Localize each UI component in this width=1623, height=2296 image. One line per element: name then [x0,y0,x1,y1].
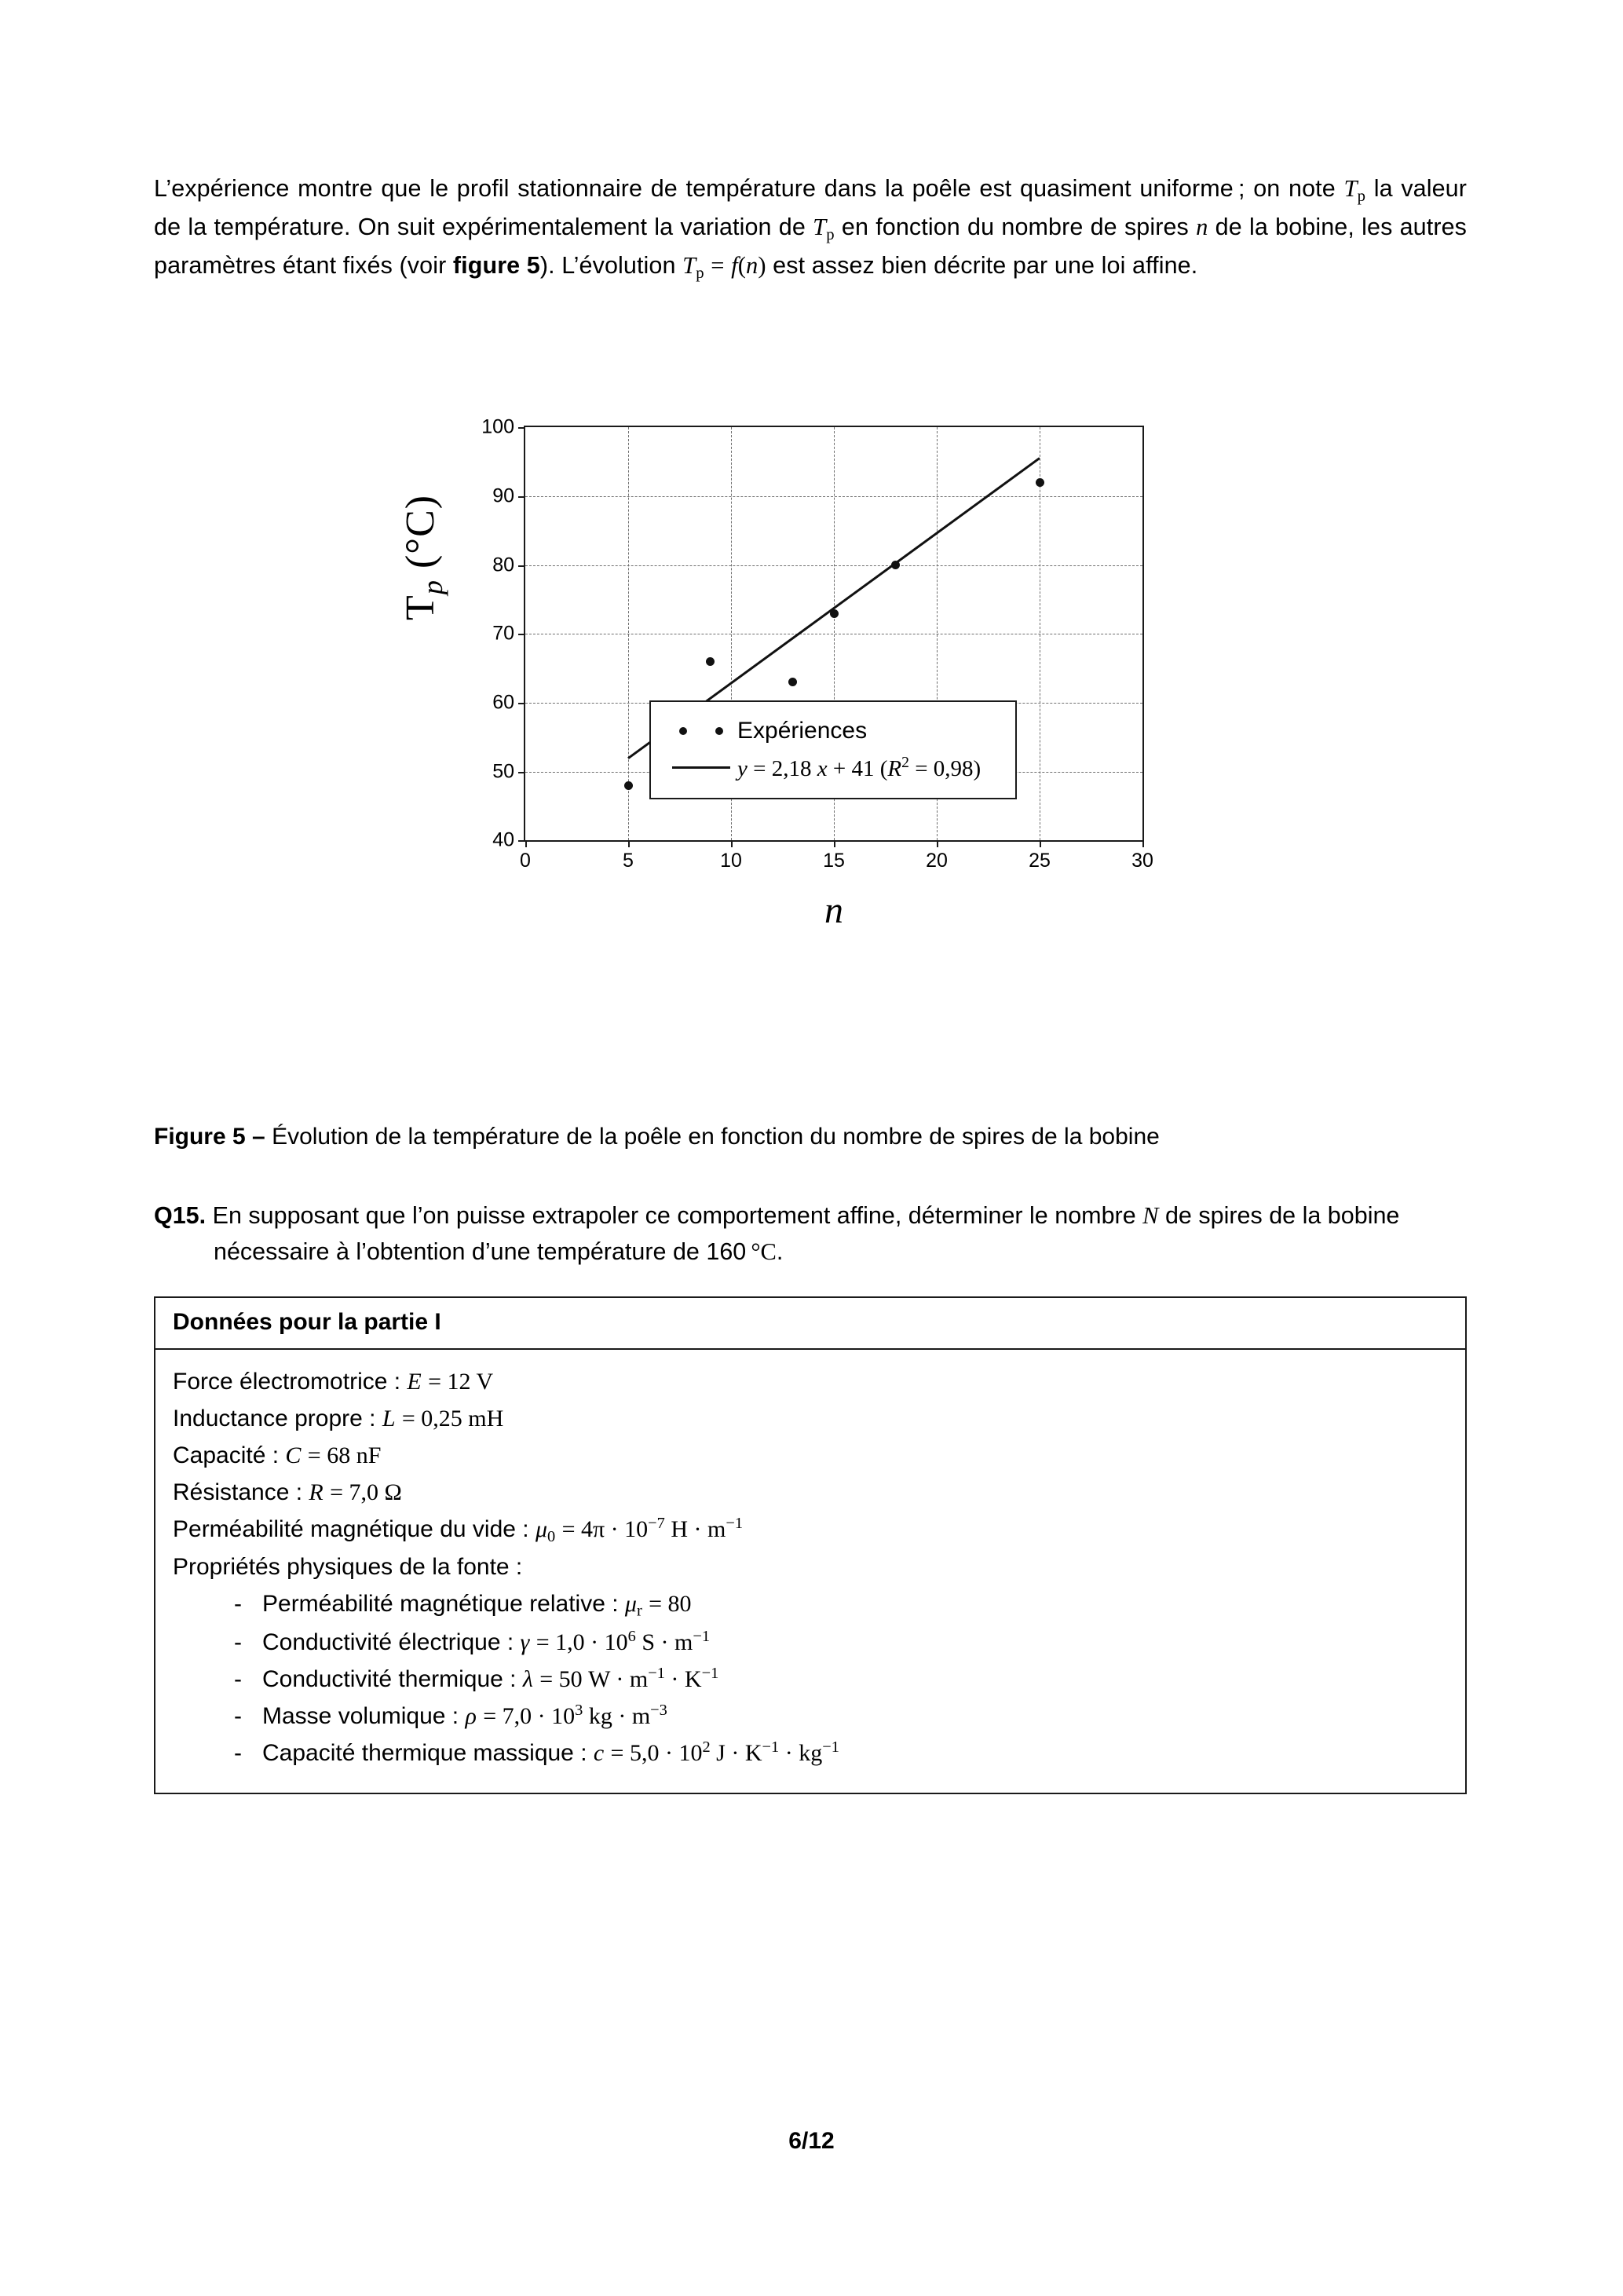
chart-x-tick-mark [525,840,527,847]
chart-x-tick-label: 20 [926,850,948,872]
page-footer: 6/12 [788,2128,835,2154]
chart-y-axis-label: $T_p$ (°C) [398,495,448,621]
chart-y-tick-mark [518,703,525,704]
chart-y-tick-label: 50 [492,760,514,783]
figure-5 [154,361,1467,1068]
data-box-bullet: - Conductivité électrique : $\gamma = 1,0 \cdot 10^6$ $S \cdot m^{-1}$ [229,1625,1448,1662]
question-label: Q15. [154,1201,207,1229]
legend-scatter-marker [665,727,737,735]
intro-paragraph: L’expérience montre que le profil stationnaire de température dans la poêle est quasiment uniforme ; on note $T_p$ la valeur de la température. On suit expérimentalement la variation de $T_p$ en fonction du nombre de spires n de la bobine, les autres paramètres étant fixés (voir figure 5). L’évolution $T_p = f(n)$ est assez bien décrite par une loi affine. [154,174,1467,282]
chart-y-tick-label: 100 [481,415,514,438]
chart-y-tick-label: 40 [492,828,514,851]
data-box-body [155,1350,1465,1792]
chart-x-axis-label: n [824,890,843,932]
data-box-bullet: - Masse volumique : $\rho = 7,0 \cdot 10^3$ kg · $m^{-3}$ [229,1698,1448,1735]
data-box-line: Résistance : R = 7,0 Ω [173,1479,402,1505]
chart-y-tick-label: 90 [492,484,514,507]
chart-x-tick-label: 30 [1131,850,1153,872]
chart-x-tick-mark [937,840,938,847]
page-content [154,146,1467,1794]
data-box-lines [173,1364,1448,1586]
chart-data-point [1036,478,1044,487]
chart-x-tick-mark [1040,840,1041,847]
data-box-title: Données pour la partie I [155,1298,1465,1350]
chart-x-tick-label: 5 [623,850,634,872]
chart-y-tick-mark [518,772,525,773]
chart-data-point [830,609,839,618]
chart-x-tick-label: 25 [1029,850,1051,872]
chart-y-tick-mark [518,840,525,842]
legend-line-marker [665,766,737,769]
data-box-line: Force électromotrice : E = 12 V [173,1369,494,1395]
data-box-bullets [173,1586,1448,1772]
chart-x-tick-label: 10 [720,850,742,872]
legend-row-fit [665,749,1001,785]
chart-y-tick-label: 80 [492,554,514,576]
legend-fit-label: y = 2,18 x + 41 $(R^2 = 0,98)$ [737,753,981,781]
chart-x-tick-mark [834,840,835,847]
chart-x-tick-mark [1142,840,1144,847]
chart-y-tick-mark [518,565,525,567]
chart-y-tick-label: 60 [492,691,514,714]
legend-row-points [665,713,1001,749]
chart-y-tick-mark [518,427,525,429]
data-box-bullet: - Capacité thermique massique : $c = 5,0 \cdot 10^2$ $J \cdot K^{-1} \cdot kg^{-1}$ [229,1735,1448,1772]
data-box [154,1296,1467,1793]
figure-caption-text: Évolution de la température de la poêle en fonction du nombre de spires de la bobine [272,1124,1160,1150]
chart-x-tick-label: 0 [520,850,531,872]
chart-area [398,361,1219,1068]
question-q15 [154,1198,1467,1270]
data-box-line: Propriétés physiques de la fonte : [173,1554,523,1581]
chart-y-tick-mark [518,634,525,635]
data-box-bullet: - Conductivité thermique : λ = 50 $W \cdot m^{-1} \cdot K^{-1}$ [229,1662,1448,1698]
figure-caption [154,1120,1467,1154]
figure-caption-label: Figure 5 – [154,1124,265,1150]
data-box-line: Inductance propre : L = 0,25 mH [173,1406,504,1432]
chart-x-tick-mark [628,840,630,847]
data-box-line: Perméabilité magnétique du vide : $\mu_0 = 4\pi \cdot 10^{-7}$ $H \cdot m^{-1}$ [173,1514,744,1545]
chart-y-tick-label: 70 [492,622,514,645]
chart-x-tick-mark [731,840,733,847]
legend-points-label: Expériences [737,718,868,744]
question-text: En supposant que l’on puisse extrapoler ce comportement affine, déterminer le nombre N de spires de la bobine nécessaire à l’obtention d’une température de 160 °C. [212,1201,1400,1265]
data-box-line: Capacité : C = 68 nF [173,1442,382,1469]
chart-y-tick-mark [518,496,525,498]
chart-data-point [624,781,633,790]
chart-x-tick-label: 15 [823,850,845,872]
chart-legend [649,700,1017,799]
data-box-bullet: - Perméabilité magnétique relative : $\mu_r = 80$ [229,1586,1448,1625]
